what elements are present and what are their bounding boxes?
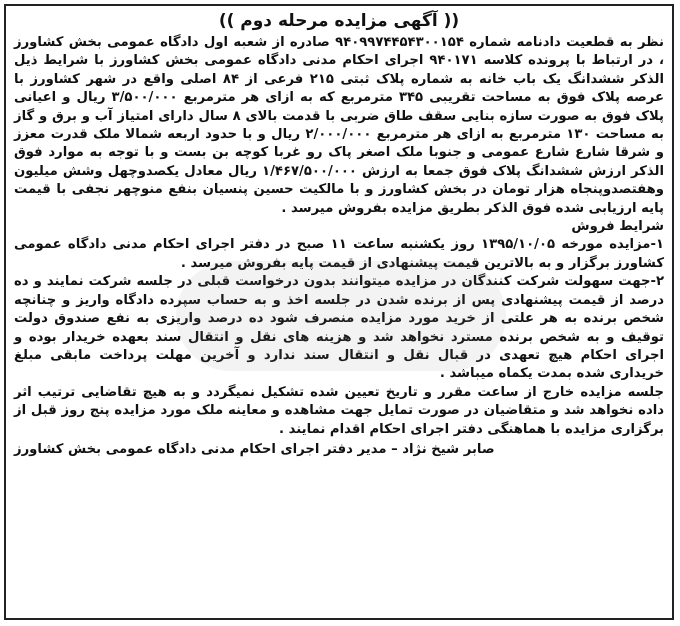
notice-title: (( آگهی مزایده مرحله دوم )) bbox=[218, 11, 460, 31]
notice-body bbox=[6, 34, 672, 439]
conditions-heading: شرایط فروش bbox=[571, 219, 664, 235]
notice-closing: جلسه مزایده خارج از ساعت مقرر و تاریخ تعیین شده تشکیل نمیگردد و به هیچ تقاضایی ترتیب اثر داده نخواهد شد و متقاضیان در صورت تمایل جهت مشاهده و معاینه ملک مورد مزایده پنج روز قبل از برگزاری مزایده با هماهنگی دفتر اجرای احکام اقدام نمایند . bbox=[14, 384, 664, 437]
condition-2: ۲-جهت سهولت شرکت کنندگان در مزایده میتوانند بدون درخواست قبلی در جلسه شرکت نمایند و ده درصد از قیمت پیشنهادی پس از برنده شدن در جلسه اخذ و به حساب سپرده دادگاه واریز و چنانچه شخص برنده به هر علتی از خرید مورد مزایده منصرف شود ده درصد واریزی به نفع صندوق دولت توقیف و به شخص برنده مسترد نخواهد شد و هزینه های نقل و انتقال سند بعهده خریدار بوده و اجرای احکام هیچ تعهدی در قبال نقل و انتقال سند ندارد و آخرین مهلت پرداخت مابقی مبلغ خریداری شده بمدت یکماه میباشد . bbox=[14, 274, 664, 382]
signature-line: صابر شیخ نژاد – مدیر دفتر اجرای احکام مدنی دادگاه عمومی بخش کشاورز bbox=[14, 441, 495, 457]
notice-frame bbox=[4, 4, 674, 620]
notice-intro: نظر به قطعیت دادنامه شماره ۹۴۰۹۹۷۴۴۵۴۳۰۰۱۵۴ صادره از شعبه اول دادگاه عمومی بخش کشاورز ، در ارتباط با پرونده کلاسه ۹۴۰۱۷۱ اجرای احکام مدنی دادگاه عمومی بخش کشاورز با شرایط ذیل الذکر ششدانگ یک باب خانه به شماره پلاک ثبتی ۲۱۵ فرعی از ۸۴ اصلی واقع در شهر کشاورز با عرصه پلاک فوق به مساحت تقریبی ۳۴۵ مترمربع که به ازای هر مترمربع ۳/۵۰۰/۰۰۰ ریال و اعیانی پلاک فوق به صورت سازه بنایی سقف طاق ضربی با قدمت بالای ۸ سال دارای امتیاز آب و برق و گاز به مساحت ۱۳۰ مترمربع به ازای هر مترمربع ۲/۰۰۰/۰۰۰ ریال و با حدود اربعه شمالا ملک قدرت معزز و شرقا شارع شارع عمومی و جنوبا ملک اصغر پاک رو غربا کوچه بن بست و با توجه به موارد فوق الذکر ارزش ششدانگ پلاک فوق جمعا به ارزش ۱/۴۶۷/۵۰۰/۰۰۰ ریال معادل یکصدوچهل وشش میلیون وهفتصدوپنجاه هزار تومان در بخش کشاورز و با مالکیت حسین پنسیان بنفع منوچهر نجفی با قیمت پایه ارزیابی شده فوق الذکر بطریق مزایده بفروش میرسد . bbox=[14, 35, 664, 216]
condition-1: ۱-مزایده مورخه ۱۳۹۵/۱۰/۰۵ روز یکشنبه ساعت ۱۱ صبح در دفتر اجرای احکام مدنی دادگاه عمومی کشاورز برگزار و به بالاترین قیمت پیشنهادی از قیمت پایه بفروش میرسد . bbox=[14, 237, 664, 271]
